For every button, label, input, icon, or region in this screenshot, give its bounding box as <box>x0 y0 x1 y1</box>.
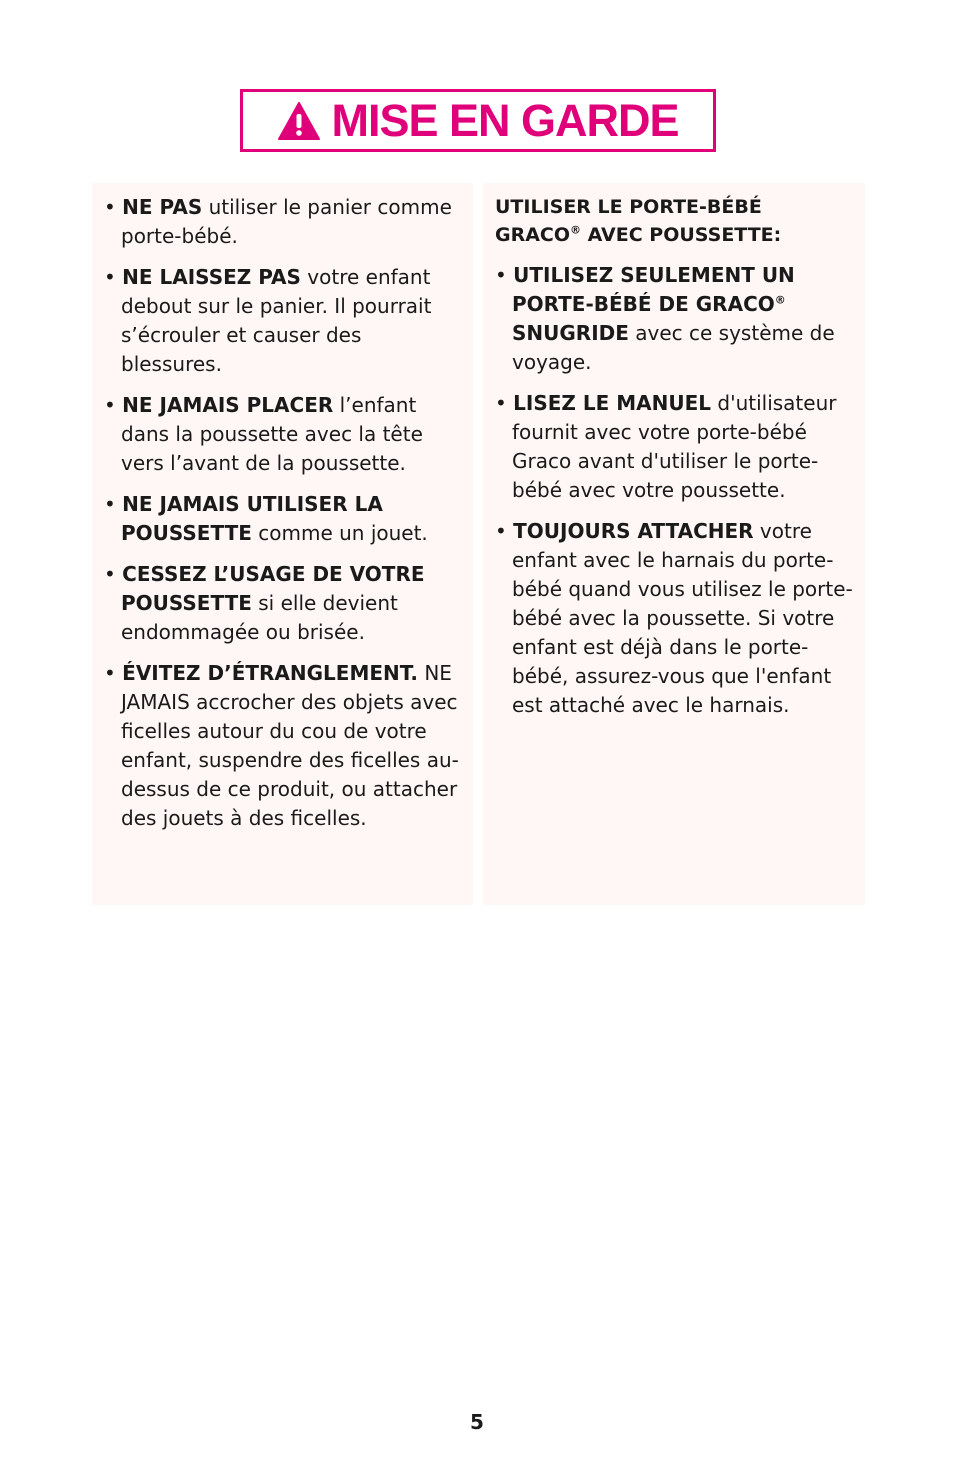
page-number: 5 <box>470 1410 484 1434</box>
warning-item: • NE PAS utiliser le panier comme porte-bébé. <box>104 195 452 248</box>
warning-item: • ÉVITEZ D’ÉTRANGLEMENT. NE JAMAIS accrocher des objets avec ficelles autour du cou de votre enfant, suspendre des ficelles au-dessus de ce produit, ou attacher des jouets à des ficelles. <box>104 661 459 830</box>
warning-item: • NE LAISSEZ PAS votre enfant debout sur le panier. Il pourrait s’écrouler et causer des blessures. <box>104 265 432 376</box>
warning-item: • CESSEZ L’USAGE DE VOTRE POUSSETTE si elle devient endommagée ou brisée. <box>104 562 425 644</box>
warnings-right-column <box>483 183 865 905</box>
warning-title: MISE EN GARDE <box>331 95 679 146</box>
warning-banner <box>240 89 716 152</box>
warning-item: • NE JAMAIS UTILISER LA POUSSETTE comme un jouet. <box>104 492 428 545</box>
warning-item: • TOUJOURS ATTACHER votre enfant avec le harnais du porte-bébé quand vous utilisez le porte-bébé avec la poussette. Si votre enfant est déjà dans le porte-bébé, assurez-vous que l'enfant est attaché avec le harnais. <box>495 519 853 717</box>
warning-item: • UTILISEZ SEULEMENT UN PORTE-BÉBÉ DE GRACO® SNUGRIDE avec ce système de voyage. <box>495 263 835 374</box>
warning-item: • LISEZ LE MANUEL d'utilisateur fournit avec votre porte-bébé Graco avant d'utiliser le porte-bébé avec votre poussette. <box>495 391 837 502</box>
warning-item: • NE JAMAIS PLACER l’enfant dans la poussette avec la tête vers l’avant de la poussette. <box>104 393 423 475</box>
warning-triangle-icon <box>277 101 321 141</box>
section-heading: UTILISER LE PORTE-BÉBÉ GRACO® AVEC POUSSETTE: <box>495 196 782 246</box>
warnings-left-column <box>92 183 473 905</box>
